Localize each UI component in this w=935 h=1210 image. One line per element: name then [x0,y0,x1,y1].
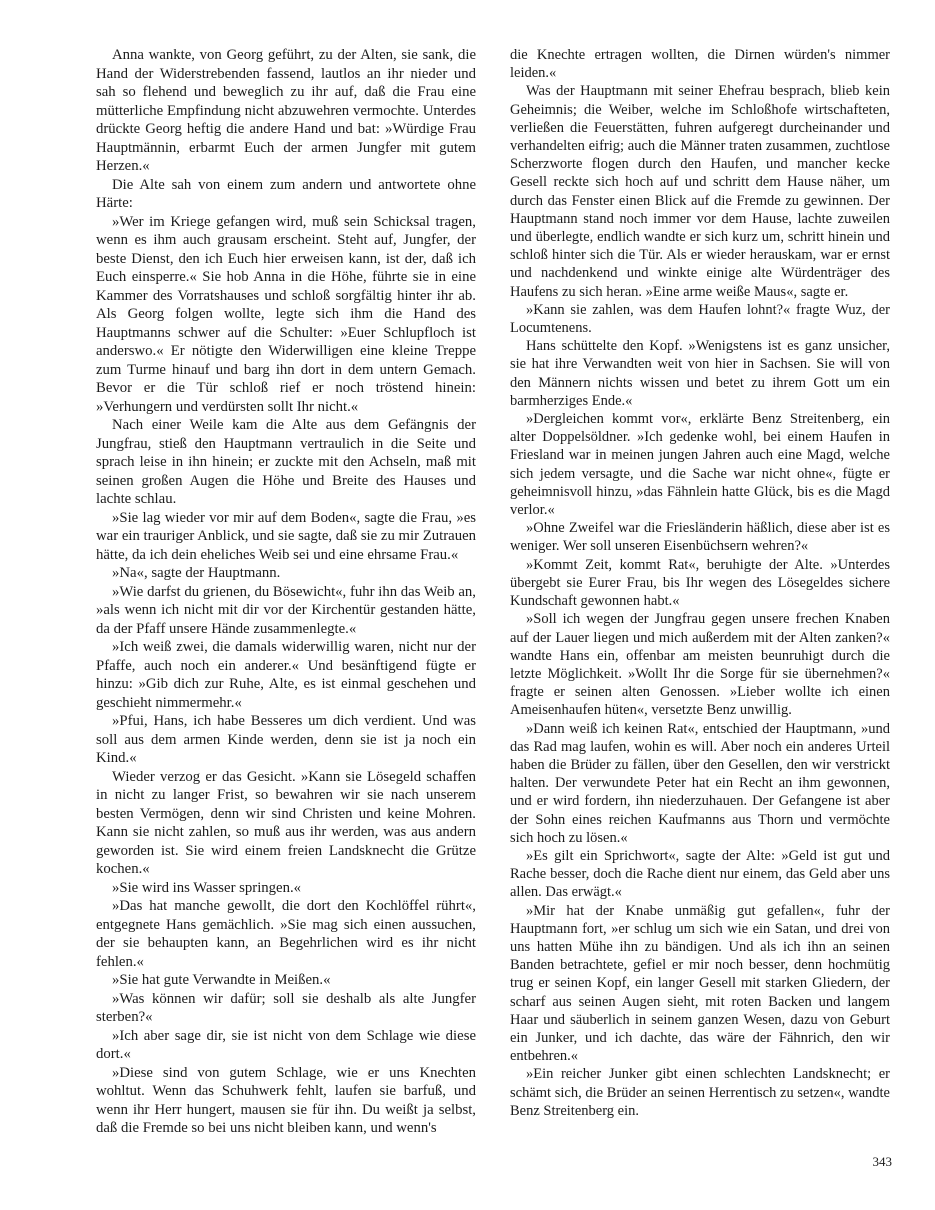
paragraph: Was der Hauptmann mit seiner Ehefrau besprach, blieb kein Geheimnis; die Weiber, welche im Schloßhofe wirtschafteten, verließen die Feuerstätten, fuhren aufgeregt durcheinander und verhandelten eifrig; auch die Männer traten zusammen, zuchtlose Scherzworte flogen durch den Haufen, und mancher kecke Gesell reckte sich hoch auf und schritt dem Hause näher, um durch das Fenster einen Blick auf die Fremde zu gewinnen. Der Hauptmann stand noch immer vor dem Hause, lachte zuweilen und überlegte, endlich wandte er sich kurz um, schritt hinein und schloß hinter sich die Tür. Als er wieder herauskam, war er ernst und nachdenkend und winkte einige alte Würdenträger des Haufens zu sich heran. »Eine arme weiße Maus«, sagte er. [510,83,890,300]
right-column [510,46,890,1120]
paragraph: Anna wankte, von Georg geführt, zu der Alten, sie sank, die Hand der Widerstrebenden fassend, lautlos an ihr nieder und sah so flehend und beweglich zu ihr auf, daß die Frau eine mütterliche Empfindung nicht abzuwehren vermochte. Unterdes drückte Georg heftig die andere Hand und bat: »Würdige Frau Hauptmännin, erbarmt Euch der armen Jungfer mit gutem Herzen.« [96,47,476,174]
paragraph: »Was können wir dafür; soll sie deshalb als alte Jungfer sterben?« [96,990,476,1025]
paragraph: Hans schüttelte den Kopf. »Wenigstens ist es ganz unsicher, sie hat ihre Verwandten weit von hier in Sachsen. Sie will von den Männern nichts wissen und betet zu ihrem Gott um ein barmherziges Ende.« [510,338,890,409]
paragraph: »Kommt Zeit, kommt Rat«, beruhigte der Alte. »Unterdes übergebt sie Eurer Frau, bis Ihr wegen des Lösegeldes sichere Kundschaft gewonnen habt.« [510,556,890,610]
paragraph: »Sie hat gute Verwandte in Meißen.« [112,972,331,988]
paragraph-continuation: die Knechte ertragen wollten, die Dirnen würden's nimmer leiden.« [510,47,890,82]
paragraph: »Es gilt ein Sprichwort«, sagte der Alte: »Geld ist gut und Rache besser, doch die Rache dient nur einem, das Geld aber uns allen. Das erwägt.« [510,847,890,901]
paragraph: »Pfui, Hans, ich habe Besseres um dich verdient. Und was soll aus dem armen Kinde werden, denn sie ist ja noch ein Kind.« [96,713,476,766]
paragraph: »Diese sind von gutem Schlage, wie er uns Knechten wohltut. Wenn das Schuhwerk fehlt, laufen sie barfuß, und wenn ihr Herr hungert, mausen sie für ihn. Du weißt ja selbst, daß die Fremde so bei uns nicht bleiben kann, und wenn's [96,1064,476,1136]
paragraph: Nach einer Weile kam die Alte aus dem Gefängnis der Jungfrau, stieß den Hauptmann vertraulich in die Seite und sprach leise in ihn hinein; er zuckte mit den Achseln, maß mit seinen großen Augen die Höhe und Breite des Hauses und lachte schlau. [96,417,476,507]
paragraph: »Das hat manche gewollt, die dort den Kochlöffel rührt«, entgegnete Hans gemächlich. »Sie mag sich einen aussuchen, der sie behaupten kann, an Begehrlichen wird es ihr nicht fehlen.« [96,898,476,970]
paragraph: »Soll ich wegen der Jungfrau gegen unsere frechen Knaben auf der Lauer liegen und mich außerdem mit der Alten zanken?« wandte Hans ein, offenbar am meisten beunruhigt durch die letzte Möglichkeit. »Wollt Ihr die Sorge für sie übernehmen?« fragte er seinen alten Genossen. »Lieber wollte ich einen Ameisenhaufen hüten«, versetzte Benz unwillig. [510,611,890,719]
paragraph: Die Alte sah von einem zum andern und antwortete ohne Härte: [96,176,476,211]
paragraph: »Wie darfst du grienen, du Bösewicht«, fuhr ihn das Weib an, »als wenn ich nicht mit dir vor der Kirchentür gestanden hätte, da der Pfaff unsere Hände zusammenlegte.« [96,583,476,637]
paragraph: »Sie lag wieder vor mir auf dem Boden«, sagte die Frau, »es war ein trauriger Anblick, und sie sagte, daß sie zu mir Zutrauen hätte, da ich dein eheliches Weib sei und eine ehrsame Frau.« [96,509,476,563]
paragraph: »Ohne Zweifel war die Friesländerin häßlich, diese aber ist es weniger. Wer soll unseren Eisenbüchsern wehren?« [510,520,890,555]
paragraph: »Ich weiß zwei, die damals widerwillig waren, nicht nur der Pfaffe, auch noch ein anderer.« Und besänftigend fügte er hinzu: »Gib dich zur Ruhe, Alte, es ist einmal geschehen und geschieht nimmermehr.« [96,639,476,711]
paragraph: »Mir hat der Knabe unmäßig gut gefallen«, fuhr der Hauptmann fort, »er schlug um sich wie ein Satan, und drei von uns hatten Mühe ihn zu bändigen. Und als ich ihn an seinen Banden betrachtete, gefiel er mir noch besser, denn hochmütig trug er seinen Kopf, ein langer Gesell mit starken Gliedern, der scharf aus seinen Augen sieht, mit roten Backen und langem Haar und säuberlich in seinem ganzen Wesen, dazu von Geburt ein Junker, und ich dachte, das wäre der Fähnrich, den wir entbehren.« [510,902,890,1065]
paragraph: »Ein reicher Junker gibt einen schlechten Landsknecht; er schämt sich, die Brüder an seinen Herrentisch zu setzen«, wandte Benz Streitenberg ein. [510,1066,890,1119]
paragraph: »Wer im Kriege gefangen wird, muß sein Schicksal tragen, wenn es ihm auch grausam erscheint. Steht auf, Jungfer, der beste Dienst, den ich Euch hier erweisen kann, ist der, daß ich Euch einsperre.« Sie hob Anna in die Höhe, führte sie in eine Kammer des Vorratshauses und schloß sorgfältig hinter ihr ab. Als Georg folgen wollte, legte sich ihm die Hand des Hauptmanns schwer auf die Schulter: »Euer Schlupfloch ist anderswo.« Er nötigte den Widerwilligen eine kleine Treppe zum Turme hinauf und barg ihn dort in dem untern Gemach. Bevor er die Tür schloß rief er noch tröstend hinein: »Verhungern und verdürsten sollt Ihr nicht.« [96,213,476,415]
left-column [96,46,476,1138]
paragraph: »Ich aber sage dir, sie ist nicht von dem Schlage wie diese dort.« [96,1027,476,1062]
paragraph: Wieder verzog er das Gesicht. »Kann sie Lösegeld schaffen in nicht zu langer Frist, so bewahren wir sie nach unserem besten Vermögen, denn wir sind Christen und keine Mohren. Kann sie nicht zahlen, so muß aus ihr werden, was aus andern geworden ist. Sie wird einem freien Landsknecht die Grütze kochen.« [96,768,476,877]
paragraph: »Na«, sagte der Hauptmann. [112,565,281,581]
paragraph: »Sie wird ins Wasser springen.« [112,879,302,896]
paragraph: »Dann weiß ich keinen Rat«, entschied der Hauptmann, »und das Rad mag laufen, wohin es will. Aber noch ein anderes Urteil haben die Brüder zu fällen, über den Gesellen, den wir verstrickt halten. Der verwundete Peter hat ein Recht an ihm gewonnen, und er wird fordern, ihn niederzuhauen. Der Gefangene ist aber der Sohn eines reichen Kaufmanns aus Thorn und vermöchte sich hoch zu lösen.« [510,720,890,846]
paragraph: »Dergleichen kommt vor«, erklärte Benz Streitenberg, ein alter Doppelsöldner. »Ich gedenke wohl, bei einem Haufen in Friesland war in meinen jungen Jahren auch eine Magd, welche sich jedem versagte, und die Sache war nicht ohne«, fügte er geheimnisvoll hinzu, »das Fähnlein hatte Glück, bis es die Magd verlor.« [510,411,890,519]
paragraph: »Kann sie zahlen, was dem Haufen lohnt?« fragte Wuz, der Locumtenens. [510,301,890,337]
page-number: 343 [872,1154,892,1169]
